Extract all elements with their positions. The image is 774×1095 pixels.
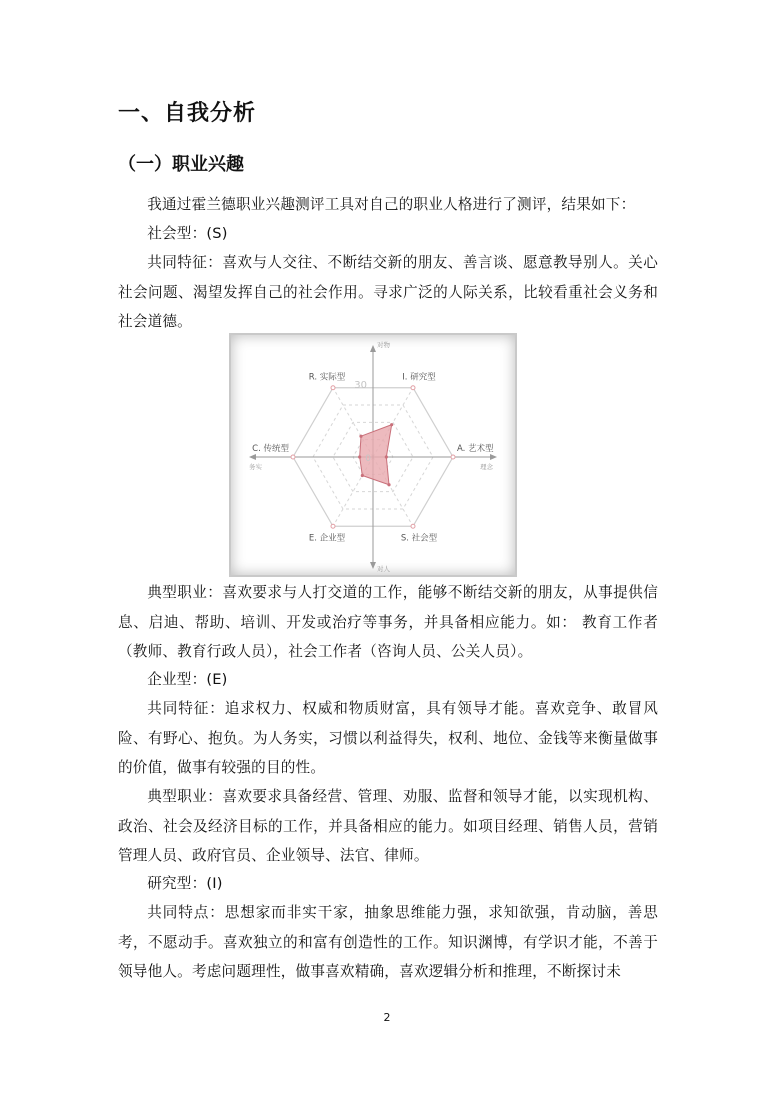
radar-axis-label: R. 实际型 xyxy=(308,372,346,383)
radar-axis-label: A. 艺术型 xyxy=(457,444,494,454)
investigative-traits-paragraph: 共同特点：思想家而非实干家，抽象思维能力强，求知欲强，肯动脑，善思考，不愿动手。喜欢独立的和富有创造性的工作。知识渊博，有学识才能，不善于领导他人。考虑问题理性，做事喜欢精确，喜欢逻辑分析和推理，不断探讨未 xyxy=(118,904,658,980)
radar-data-point xyxy=(387,483,390,486)
intro-paragraph: 我通过霍兰德职业兴趣测评工具对自己的职业人格进行了测评，结果如下： xyxy=(147,196,636,213)
radar-chart-svg xyxy=(231,335,515,575)
type-investigative-label: 研究型：(I) xyxy=(147,875,223,892)
radar-vertex-marker xyxy=(331,524,335,528)
arrow-down-icon xyxy=(370,562,376,569)
subsection-heading: （一）职业兴趣 xyxy=(118,154,244,175)
arrow-right-icon xyxy=(490,454,497,460)
holland-radar-chart xyxy=(229,333,517,577)
radar-vertex-marker xyxy=(331,386,335,390)
social-traits-paragraph: 共同特征：喜欢与人交往、不断结交新的朋友、善言谈、愿意教导别人。关心社会问题、渴望发挥自己的社会作用。寻求广泛的人际关系，比较看重社会义务和社会道德。 xyxy=(118,254,658,330)
radar-pole-label: 对物 xyxy=(377,341,390,349)
radar-axis-label: S. 社会型 xyxy=(400,533,438,544)
radar-vertex-marker xyxy=(411,524,415,528)
enterprising-traits-paragraph: 共同特征：追求权力、权威和物质财富，具有领导才能。喜欢竞争、敢冒风险、有野心、抱负。为人务实，习惯以利益得失，权利、地位、金钱等来衡量做事的价值，做事有较强的目的性。 xyxy=(118,700,658,776)
radar-axis-label: C. 传统型 xyxy=(252,444,289,454)
section-heading: 一、自我分析 xyxy=(118,101,257,126)
type-social-label: 社会型：(S) xyxy=(147,225,228,242)
arrow-left-icon xyxy=(249,454,256,460)
radar-data-point xyxy=(359,435,362,438)
radar-axis-label: E. 企业型 xyxy=(308,533,346,544)
radar-vertex-marker xyxy=(451,455,455,459)
arrow-up-icon xyxy=(370,345,376,352)
page-number: 2 xyxy=(383,1011,391,1024)
radar-vertex-marker xyxy=(411,386,415,390)
radar-vertex-marker xyxy=(291,455,295,459)
radar-pole-label: 务实 xyxy=(249,463,262,471)
radar-data-point xyxy=(385,455,388,458)
social-careers-paragraph: 典型职业：喜欢要求与人打交道的工作，能够不断结交新的朋友，从事提供信息、启迪、帮助、培训、开发或治疗等事务，并具备相应能力。如： 教育工作者（教师、教育行政人员），社会工作者（咨询人员、公关人员）。 xyxy=(118,584,658,660)
radar-pole-label: 理念 xyxy=(480,463,493,471)
radar-tick-label-max: 30 xyxy=(354,380,367,391)
radar-pole-label: 对人 xyxy=(377,565,390,573)
radar-data-point xyxy=(390,423,393,426)
radar-axis-label: I. 研究型 xyxy=(402,372,436,383)
type-enterprising-label: 企业型：(E) xyxy=(147,671,228,688)
radar-data-point xyxy=(361,474,364,477)
enterprising-careers-paragraph: 典型职业：喜欢要求具备经营、管理、劝服、监督和领导才能，以实现机构、政治、社会及经济目标的工作，并具备相应的能力。如项目经理、销售人员，营销管理人员、政府官员、企业领导、法官、律师。 xyxy=(118,788,658,864)
radar-data-point xyxy=(358,455,361,458)
radar-tick-label-min: 0 xyxy=(365,454,371,464)
